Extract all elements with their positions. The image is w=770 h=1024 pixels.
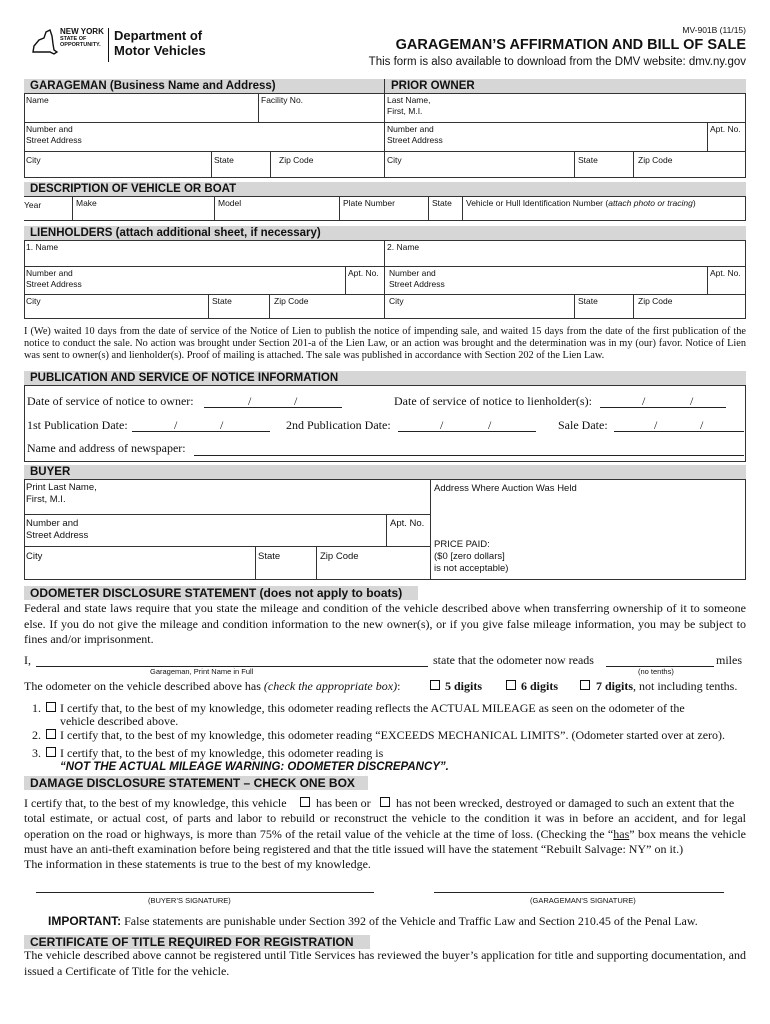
important-notice <box>48 912 698 930</box>
prior-owner-apt-field[interactable]: Apt. No. <box>710 124 741 134</box>
second-pub-slash1: / <box>440 418 444 432</box>
service-owner-slash2: / <box>294 394 298 408</box>
odometer-i-label: I, <box>24 653 31 667</box>
lienholder1-name-field[interactable]: 1. Name <box>26 242 59 252</box>
newspaper-field[interactable] <box>194 455 744 456</box>
seven-digits-suffix: , not including tenths. <box>633 679 738 693</box>
damage-line1-a: I certify that, to the best of my knowledge, this vehicle <box>24 796 287 810</box>
buyer-state-field[interactable]: State <box>258 551 281 562</box>
certificate-header: CERTIFICATE OF TITLE REQUIRED FOR REGISTRATION <box>24 935 370 949</box>
lienholder2-street-label: Street Address <box>389 279 445 289</box>
service-lienholder-slash1: / <box>642 394 646 408</box>
vehicle-vin-field[interactable] <box>466 198 742 218</box>
vehicle-header: DESCRIPTION OF VEHICLE OR BOAT <box>24 182 746 196</box>
odometer-intro: Federal and state laws require that you state the mileage and condition of the vehicle described above when transferring ownership of it to someone else. If you do not give the mileage and condition information to the new owner(s), or if you give false mileage information, you may be subject to fines and/or imprisonment. <box>24 601 746 646</box>
price-note-line2: is not acceptable) <box>434 563 509 574</box>
damage-explanation-pre: total estimate, or actual cost, of parts and labor to rebuild or reconstruct the vehicle to the condition it was in before an accident, and for legal operation on the road or highways, is more than 75% of the retail value of the vehicle at the time of loss. (Checking the “ <box>24 811 746 841</box>
logo-state-line3: OPPORTUNITY. <box>60 42 101 48</box>
lienholder1-state-field[interactable]: State <box>212 296 232 306</box>
seven-digits-text <box>596 679 737 695</box>
has-been-checkbox[interactable] <box>300 797 310 807</box>
certificate-text: The vehicle described above cannot be registered until Title Services has reviewed the buyer’s application for title and supporting documentation, and issued a Certificate of Title for the vehicle. <box>24 948 746 978</box>
logo-state-line2: STATE OF <box>60 36 87 42</box>
lienholder1-city-field[interactable]: City <box>26 296 41 306</box>
garageman-print-caption: Garageman, Print Name in Full <box>150 667 254 676</box>
prior-owner-header: PRIOR OWNER <box>385 79 746 93</box>
lienholders-header: LIENHOLDERS (attach additional sheet, if necessary) <box>24 226 746 240</box>
prior-owner-zip-field[interactable]: Zip Code <box>638 155 673 165</box>
important-label: IMPORTANT: <box>48 914 122 928</box>
cert3-checkbox[interactable] <box>46 747 56 757</box>
buyer-header: BUYER <box>24 465 746 479</box>
lienholder1-street-label: Street Address <box>26 279 82 289</box>
lienholder2-apt-field[interactable]: Apt. No. <box>710 268 741 278</box>
vin-note: attach photo or tracing <box>608 198 693 208</box>
service-owner-label: Date of service of notice to owner: <box>27 394 194 408</box>
garageman-zip-field[interactable]: Zip Code <box>279 155 314 165</box>
has-been-label: has been or <box>316 796 371 810</box>
garageman-facility-field[interactable]: Facility No. <box>261 95 304 105</box>
odometer-check-note: (check the appropriate box) <box>263 679 398 693</box>
vehicle-make-field[interactable]: Make <box>76 198 97 208</box>
no-tenths-caption: (no tenths) <box>638 667 674 676</box>
new-york-state-icon <box>30 28 58 58</box>
buyer-name-field[interactable] <box>26 482 426 512</box>
buyer-signature-field[interactable] <box>36 892 374 893</box>
prior-owner-street-label: Street Address <box>387 135 443 145</box>
prior-owner-number-label: Number and <box>387 124 434 134</box>
vehicle-model-field[interactable]: Model <box>218 198 242 208</box>
six-digits-checkbox[interactable] <box>506 680 516 690</box>
lienholder2-zip-field[interactable]: Zip Code <box>638 296 673 306</box>
prior-owner-first-label: First, M.I. <box>387 106 423 116</box>
buyer-street-label: Street Address <box>26 530 89 541</box>
dmv-logo <box>30 26 210 68</box>
odometer-miles: miles <box>716 653 742 667</box>
buyer-signature-caption: (BUYER’S SIGNATURE) <box>148 896 231 905</box>
cert1-number: 1. <box>32 701 41 715</box>
five-digits-checkbox[interactable] <box>430 680 440 690</box>
garageman-signature-field[interactable] <box>434 892 724 893</box>
prior-owner-street-field[interactable] <box>387 124 703 149</box>
vehicle-state-field[interactable]: State <box>432 198 452 208</box>
lienholder1-apt-field[interactable]: Apt. No. <box>348 268 379 278</box>
price-paid-label: PRICE PAID: <box>434 539 490 550</box>
first-pub-label: 1st Publication Date: <box>27 418 128 432</box>
service-lienholder-date-field[interactable] <box>600 407 726 408</box>
five-digits-label: 5 digits <box>445 679 483 693</box>
cert2-text: I certify that, to the best of my knowledge, this odometer reading “EXCEEDS MECHANICAL LIMITS”. (Odometer started over at zero). <box>60 728 726 742</box>
service-lienholder-slash2: / <box>690 394 694 408</box>
prior-owner-city-field[interactable]: City <box>387 155 402 165</box>
prior-owner-state-field[interactable]: State <box>578 155 598 165</box>
garageman-street-field[interactable] <box>26 124 381 149</box>
lienholder2-state-field[interactable]: State <box>578 296 598 306</box>
cert1-text: I certify that, to the best of my knowledge, this odometer reading reflects the ACTUAL MILEAGE as seen on the odometer of the <box>60 701 685 715</box>
odometer-has-text: The odometer on the vehicle described above has <box>24 679 264 693</box>
first-pub-slash1: / <box>174 418 178 432</box>
cert1-text-line2: vehicle described above. <box>60 714 179 728</box>
service-owner-slash1: / <box>248 394 252 408</box>
price-paid-field[interactable] <box>434 539 742 577</box>
lienholder2-city-field[interactable]: City <box>389 296 404 306</box>
garageman-number-label: Number and <box>26 124 73 134</box>
garageman-street-label: Street Address <box>26 135 82 145</box>
service-owner-date-field[interactable] <box>204 407 342 408</box>
has-not-been-label: has not been wrecked, destroyed or damaged to such an extent that the <box>396 796 735 810</box>
lienholder2-name-field[interactable]: 2. Name <box>387 242 420 252</box>
logo-dept-line1: Department of <box>114 28 203 43</box>
true-statement: The information in these statements is true to the best of my knowledge. <box>24 857 371 871</box>
has-not-been-checkbox[interactable] <box>380 797 390 807</box>
form-subtitle: This form is also available to download from the DMV website: dmv.ny.gov <box>368 56 746 68</box>
seven-digits-label: 7 digits <box>596 679 634 693</box>
lienholder1-zip-field[interactable]: Zip Code <box>274 296 309 306</box>
form-title: GARAGEMAN’S AFFIRMATION AND BILL OF SALE <box>395 37 746 53</box>
first-pub-slash2: / <box>220 418 224 432</box>
garageman-header: GARAGEMAN (Business Name and Address) <box>24 79 385 93</box>
prior-owner-last-label: Last Name, <box>387 95 431 105</box>
sale-date-slash1: / <box>654 418 658 432</box>
vin-label: Vehicle or Hull Identification Number ( <box>466 198 609 208</box>
price-note-line1: ($0 [zero dollars] <box>434 551 505 562</box>
odometer-digits-line <box>24 679 400 695</box>
lienholder1-street-field[interactable] <box>26 268 342 292</box>
service-lienholder-label: Date of service of notice to lienholder(s): <box>394 394 592 408</box>
important-text: False statements are punishable under Section 392 of the Vehicle and Traffic Law and Section 210.45 of the Penal Law. <box>121 914 698 928</box>
cert3-number: 3. <box>32 746 41 760</box>
notice-paragraph: I (We) waited 10 days from the date of service of the Notice of Lien to publish the notice of impending sale, and waited 15 days from the date of the first publication of the notice to conduct the sale. No action was brought under Section 201-a of the Lien Law, or an action was brought and the determination was in my (our) favor. Notice of Lien was sent to owner(s) and lienholder(s). Proof of mailing is attached. The sale was published in accordance with Section 202 of the Lien Law. <box>24 326 746 361</box>
cert2-number: 2. <box>32 728 41 742</box>
garageman-name-field[interactable]: Name <box>26 95 49 105</box>
cert2-checkbox[interactable] <box>46 729 56 739</box>
auction-address-field[interactable]: Address Where Auction Was Held <box>434 483 577 494</box>
publication-header: PUBLICATION AND SERVICE OF NOTICE INFORMATION <box>24 371 746 385</box>
damage-explanation-post: ” box means the vehicle must have an anti-theft examination before being registered and that the title issued will have the statement “Rebuilt Salvage: NY” on it.) <box>24 826 746 856</box>
odometer-state-that: state that the odometer now reads <box>433 653 594 667</box>
cert1-checkbox[interactable] <box>46 702 56 712</box>
newspaper-label: Name and address of newspaper: <box>27 441 186 455</box>
odometer-warning: “NOT THE ACTUAL MILEAGE WARNING: ODOMETER DISCREPANCY”. <box>60 761 449 773</box>
sale-date-slash2: / <box>700 418 704 432</box>
lienholder2-number-label: Number and <box>389 268 436 278</box>
odometer-header: ODOMETER DISCLOSURE STATEMENT (does not apply to boats) <box>24 586 418 600</box>
vehicle-plate-field[interactable]: Plate Number <box>343 198 395 208</box>
buyer-first-label: First, M.I. <box>26 494 66 505</box>
sale-date-label: Sale Date: <box>558 418 608 432</box>
damage-header: DAMAGE DISCLOSURE STATEMENT – CHECK ONE BOX <box>24 776 368 790</box>
buyer-zip-field[interactable]: Zip Code <box>320 551 359 562</box>
six-digits-label: 6 digits <box>521 679 559 693</box>
buyer-apt-field[interactable]: Apt. No. <box>390 518 425 529</box>
buyer-number-label: Number and <box>26 518 79 529</box>
lienholder2-street-field[interactable] <box>389 268 703 292</box>
logo-dept-line2: Motor Vehicles <box>114 43 206 58</box>
form-number: MV-901B (11/15) <box>682 25 746 35</box>
sale-date-field[interactable] <box>614 431 744 432</box>
buyer-city-field[interactable]: City <box>26 551 43 562</box>
logo-state-line1: NEW YORK <box>60 27 104 36</box>
vehicle-year-field[interactable]: Year <box>24 200 42 210</box>
second-pub-date-field[interactable] <box>398 431 536 432</box>
buyer-street-field[interactable] <box>26 518 382 544</box>
buyer-last-label: Print Last Name, <box>26 482 97 493</box>
damage-has-word: has <box>613 826 630 841</box>
seven-digits-checkbox[interactable] <box>580 680 590 690</box>
vin-close: ) <box>692 198 696 208</box>
prior-owner-name-field[interactable] <box>387 95 742 120</box>
cert3-text: I certify that, to the best of my knowledge, this odometer reading is <box>60 746 384 760</box>
garageman-city-field[interactable]: City <box>26 155 41 165</box>
garageman-signature-caption: (GARAGEMAN’S SIGNATURE) <box>530 896 636 905</box>
second-pub-slash2: / <box>488 418 492 432</box>
odometer-colon: : <box>397 679 401 693</box>
garageman-state-field[interactable]: State <box>214 155 234 165</box>
lienholder1-number-label: Number and <box>26 268 73 278</box>
second-pub-label: 2nd Publication Date: <box>286 418 391 432</box>
first-pub-date-field[interactable] <box>132 431 270 432</box>
damage-explanation <box>24 811 746 858</box>
